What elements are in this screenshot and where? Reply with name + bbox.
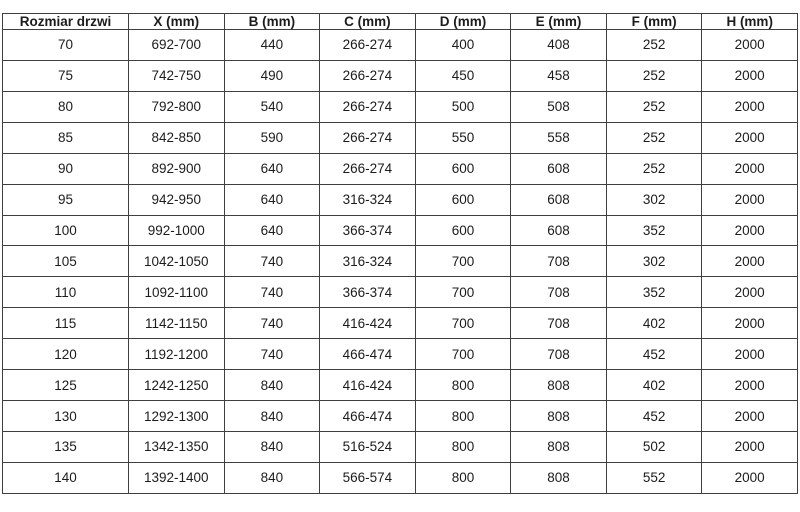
table-cell: 302	[606, 184, 702, 215]
table-cell: 352	[606, 215, 702, 246]
table-cell: 2000	[702, 308, 798, 339]
table-cell: 95	[3, 184, 129, 215]
table-cell: 252	[606, 91, 702, 122]
table-header-row	[3, 14, 798, 30]
table-cell: 808	[511, 370, 607, 401]
table-cell: 2000	[702, 431, 798, 462]
table-cell: 2000	[702, 184, 798, 215]
column-header-e-mm: E (mm)	[511, 14, 607, 30]
table-cell: 2000	[702, 277, 798, 308]
table-cell: 2000	[702, 122, 798, 153]
table-cell: 316-324	[320, 246, 416, 277]
table-cell: 2000	[702, 339, 798, 370]
table-cell: 708	[511, 277, 607, 308]
table-body	[3, 30, 798, 494]
table-cell: 590	[224, 122, 320, 153]
table-cell: 140	[3, 462, 129, 493]
table-cell: 708	[511, 308, 607, 339]
table-cell: 808	[511, 462, 607, 493]
table-cell: 2000	[702, 30, 798, 61]
table-cell: 2000	[702, 462, 798, 493]
table-cell: 110	[3, 277, 129, 308]
table-cell: 266-274	[320, 153, 416, 184]
table-cell: 2000	[702, 153, 798, 184]
table-cell: 942-950	[129, 184, 225, 215]
table-cell: 840	[224, 431, 320, 462]
table-cell: 115	[3, 308, 129, 339]
table-cell: 85	[3, 122, 129, 153]
table-cell: 640	[224, 153, 320, 184]
table-cell: 2000	[702, 401, 798, 432]
table-cell: 1242-1250	[129, 370, 225, 401]
table-cell: 1392-1400	[129, 462, 225, 493]
table-row	[3, 30, 798, 61]
table-cell: 402	[606, 308, 702, 339]
table-row	[3, 431, 798, 462]
table-cell: 1342-1350	[129, 431, 225, 462]
table-cell: 490	[224, 60, 320, 91]
column-header-c-mm: C (mm)	[320, 14, 416, 30]
table-cell: 842-850	[129, 122, 225, 153]
table-cell: 266-274	[320, 91, 416, 122]
table-cell: 2000	[702, 60, 798, 91]
table-cell: 2000	[702, 215, 798, 246]
table-cell: 80	[3, 91, 129, 122]
table-cell: 608	[511, 184, 607, 215]
table-cell: 800	[415, 431, 511, 462]
table-cell: 550	[415, 122, 511, 153]
table-cell: 552	[606, 462, 702, 493]
table-cell: 808	[511, 431, 607, 462]
table-cell: 440	[224, 30, 320, 61]
table-cell: 352	[606, 277, 702, 308]
table-cell: 700	[415, 308, 511, 339]
column-header-h-mm: H (mm)	[702, 14, 798, 30]
table-cell: 416-424	[320, 308, 416, 339]
column-header-d-mm: D (mm)	[415, 14, 511, 30]
table-cell: 700	[415, 246, 511, 277]
table-cell: 125	[3, 370, 129, 401]
table-cell: 466-474	[320, 401, 416, 432]
table-cell: 316-324	[320, 184, 416, 215]
table-cell: 402	[606, 370, 702, 401]
table-cell: 502	[606, 431, 702, 462]
column-header-x-mm: X (mm)	[129, 14, 225, 30]
column-header-f-mm: F (mm)	[606, 14, 702, 30]
table-cell: 558	[511, 122, 607, 153]
table-cell: 2000	[702, 91, 798, 122]
table-cell: 740	[224, 308, 320, 339]
table-cell: 252	[606, 60, 702, 91]
table-cell: 2000	[702, 246, 798, 277]
table-cell: 500	[415, 91, 511, 122]
table-cell: 740	[224, 339, 320, 370]
table-cell: 600	[415, 184, 511, 215]
table-cell: 516-524	[320, 431, 416, 462]
table-cell: 1292-1300	[129, 401, 225, 432]
table-cell: 708	[511, 246, 607, 277]
table-row	[3, 184, 798, 215]
table-cell: 266-274	[320, 122, 416, 153]
table-cell: 302	[606, 246, 702, 277]
table-cell: 408	[511, 30, 607, 61]
table-cell: 800	[415, 462, 511, 493]
table-cell: 840	[224, 462, 320, 493]
table-cell: 1042-1050	[129, 246, 225, 277]
table-cell: 692-700	[129, 30, 225, 61]
table-cell: 252	[606, 122, 702, 153]
table-cell: 700	[415, 277, 511, 308]
table-cell: 400	[415, 30, 511, 61]
table-cell: 75	[3, 60, 129, 91]
table-cell: 640	[224, 215, 320, 246]
table-row	[3, 153, 798, 184]
table-cell: 452	[606, 401, 702, 432]
table-cell: 740	[224, 277, 320, 308]
table-row	[3, 91, 798, 122]
table-row	[3, 401, 798, 432]
table-cell: 452	[606, 339, 702, 370]
table-row	[3, 339, 798, 370]
table-cell: 90	[3, 153, 129, 184]
table-cell: 808	[511, 401, 607, 432]
door-size-table	[2, 13, 798, 494]
table-row	[3, 462, 798, 493]
table-cell: 840	[224, 401, 320, 432]
table-cell: 135	[3, 431, 129, 462]
table-cell: 1092-1100	[129, 277, 225, 308]
table-cell: 800	[415, 370, 511, 401]
table-cell: 540	[224, 91, 320, 122]
table-cell: 100	[3, 215, 129, 246]
table-cell: 450	[415, 60, 511, 91]
table-cell: 2000	[702, 370, 798, 401]
table-cell: 608	[511, 153, 607, 184]
table-cell: 700	[415, 339, 511, 370]
table-cell: 508	[511, 91, 607, 122]
table-cell: 70	[3, 30, 129, 61]
table-row	[3, 60, 798, 91]
table-cell: 130	[3, 401, 129, 432]
column-header-rozmiar-drzwi: Rozmiar drzwi	[3, 14, 129, 30]
table-row	[3, 246, 798, 277]
table-cell: 266-274	[320, 60, 416, 91]
table-cell: 366-374	[320, 277, 416, 308]
table-cell: 416-424	[320, 370, 416, 401]
table-cell: 640	[224, 184, 320, 215]
table-cell: 1142-1150	[129, 308, 225, 339]
table-cell: 266-274	[320, 30, 416, 61]
table-cell: 458	[511, 60, 607, 91]
table-cell: 708	[511, 339, 607, 370]
table-cell: 840	[224, 370, 320, 401]
table-cell: 992-1000	[129, 215, 225, 246]
table-cell: 600	[415, 215, 511, 246]
table-cell: 252	[606, 30, 702, 61]
table-cell: 800	[415, 401, 511, 432]
table-cell: 892-900	[129, 153, 225, 184]
table-cell: 742-750	[129, 60, 225, 91]
table-cell: 252	[606, 153, 702, 184]
table-cell: 120	[3, 339, 129, 370]
table-row	[3, 215, 798, 246]
table-row	[3, 122, 798, 153]
table-row	[3, 277, 798, 308]
table-cell: 466-474	[320, 339, 416, 370]
table-cell: 105	[3, 246, 129, 277]
column-header-b-mm: B (mm)	[224, 14, 320, 30]
table-cell: 600	[415, 153, 511, 184]
table-cell: 740	[224, 246, 320, 277]
table-row	[3, 308, 798, 339]
table-cell: 566-574	[320, 462, 416, 493]
table-cell: 1192-1200	[129, 339, 225, 370]
table-cell: 792-800	[129, 91, 225, 122]
table-cell: 366-374	[320, 215, 416, 246]
table-cell: 608	[511, 215, 607, 246]
table-row	[3, 370, 798, 401]
